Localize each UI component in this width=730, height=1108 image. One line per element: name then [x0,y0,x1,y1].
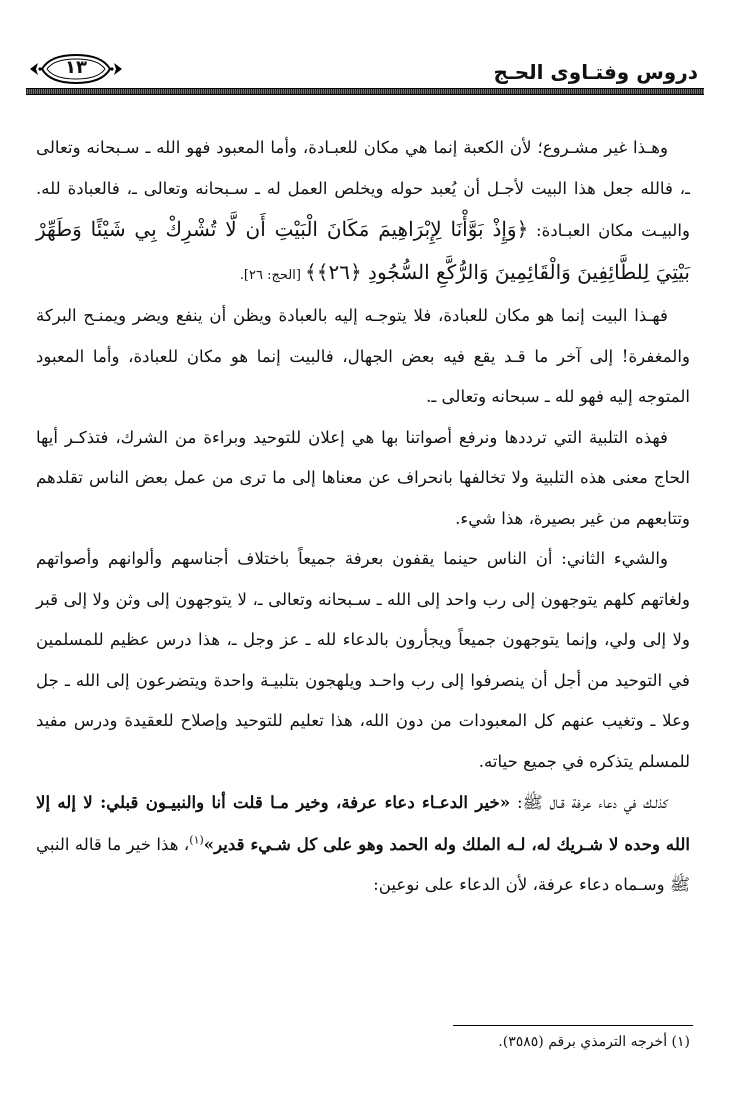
page-body [36,128,690,906]
book-title: دروس وفتـاوى الحـج [493,60,698,84]
paragraph-5-lead: كذلـك في دعاء عرفة قـال ﷺ: [510,793,668,812]
paragraph-2: فهـذا البيت إنما هو مكان للعبادة، فلا يتوجـه إليه بالعبادة ويظن أن ينفع ويضر ويمنـح البركة والمغفرة! إلى آخر ما قـد يقع فيه بعض الجهال، فالبيت إنما هو مكان للعبادة، وأما المعبود المتوجه إليه فهو لله ـ سبحانه وتعالى ـ. [36,306,690,406]
page-number: ١٣ [65,57,87,78]
paragraph-4: والشيء الثاني: أن الناس حينما يقفون بعرفة جميعاً باختلاف أجناسهم وألوانهم وأصواتهم ولغاتهم كلهم يتوجهون إلى رب واحد إلى الله ـ سـبحانه وتعالى ـ، لا يتوجهون إلى وثن ولا إلى قبر ولا إلى ولي، وإنما يتوجهون جميعاً ويجأرون بالدعاء لله ـ عز وجل ـ، هذا درس عظيم للمسلمين في التوحيد من أجل أن ينصرفوا إلى رب واحـد ويلهجون بتلبيـة واحدة ويتضرعون إلى الله ـ جل وعلا ـ وتغيب عنهم كل المعبودات من دون الله، هذا تعليم للتوحيد وإصلاح للعقيدة ودرس مفيد للمسلم يتذكره في جميع حياته. [36,549,690,771]
page-number-badge [28,52,124,86]
paragraph-1 [36,128,690,296]
paragraph-5 [36,782,690,906]
quran-verse: ﴿وَإِذْ بَوَّأْنَا لِإِبْرَاهِيمَ مَكَانَ الْبَيْتِ أَن لَّا تُشْرِكْ بِي شَيْئًا وَطَهِّرْ بَيْتِيَ لِلطَّائِفِينَ وَالْقَائِمِينَ وَالرُّكَّعِ السُّجُودِ ﴿٢٦﴾﴾ [36,217,690,284]
running-header [26,50,704,92]
footnote-divider [453,1025,693,1026]
paragraph-5-tail: ، هذا خير ما قاله النبي ﷺ وسـماه دعاء عرفة، لأن الدعاء على نوعين: [36,834,690,894]
verse-reference: [الحج: ٢٦]. [239,267,306,283]
footnote-marker: (١) [189,832,204,846]
header-divider [26,88,704,95]
paragraph-1-text: وهـذا غير مشـروع؛ لأن الكعبة إنما هي مكان للعبـادة، وأما المعبود فهو الله ـ سـبحانه وتعالى ـ، فالله جعل هذا البيت لأجـل أن يُعبد حوله ويخلص العمل له ـ سـبحانه وتعالى ـ، فالعبادة لله. والبيـت مكان العبـادة: [36,138,690,240]
hadith-quote: «خير الدعـاء دعاء عرفة، وخير مـا قلت أنا والنبيـون قبلي: لا إله إلا الله وحده لا شـريك له، لـه الملك وله الحمد وهو على كل شـيء قدير» [36,792,690,854]
footnote: (١) أخرجه الترمذي برقم (٣٥٨٥). [498,1034,690,1050]
paragraph-3: فهذه التلبية التي ترددها ونرفع أصواتنا بها هي إعلان للتوحيد وبراءة من الشرك، فتذكـر أيها الحاج معنى هذه التلبية ولا تخالفها بانحراف عن معناها إلى ما ترى من عمل بعض الناس تقلدهم وتتابعهم من غير بصيرة، هذا شيء. [36,427,690,528]
